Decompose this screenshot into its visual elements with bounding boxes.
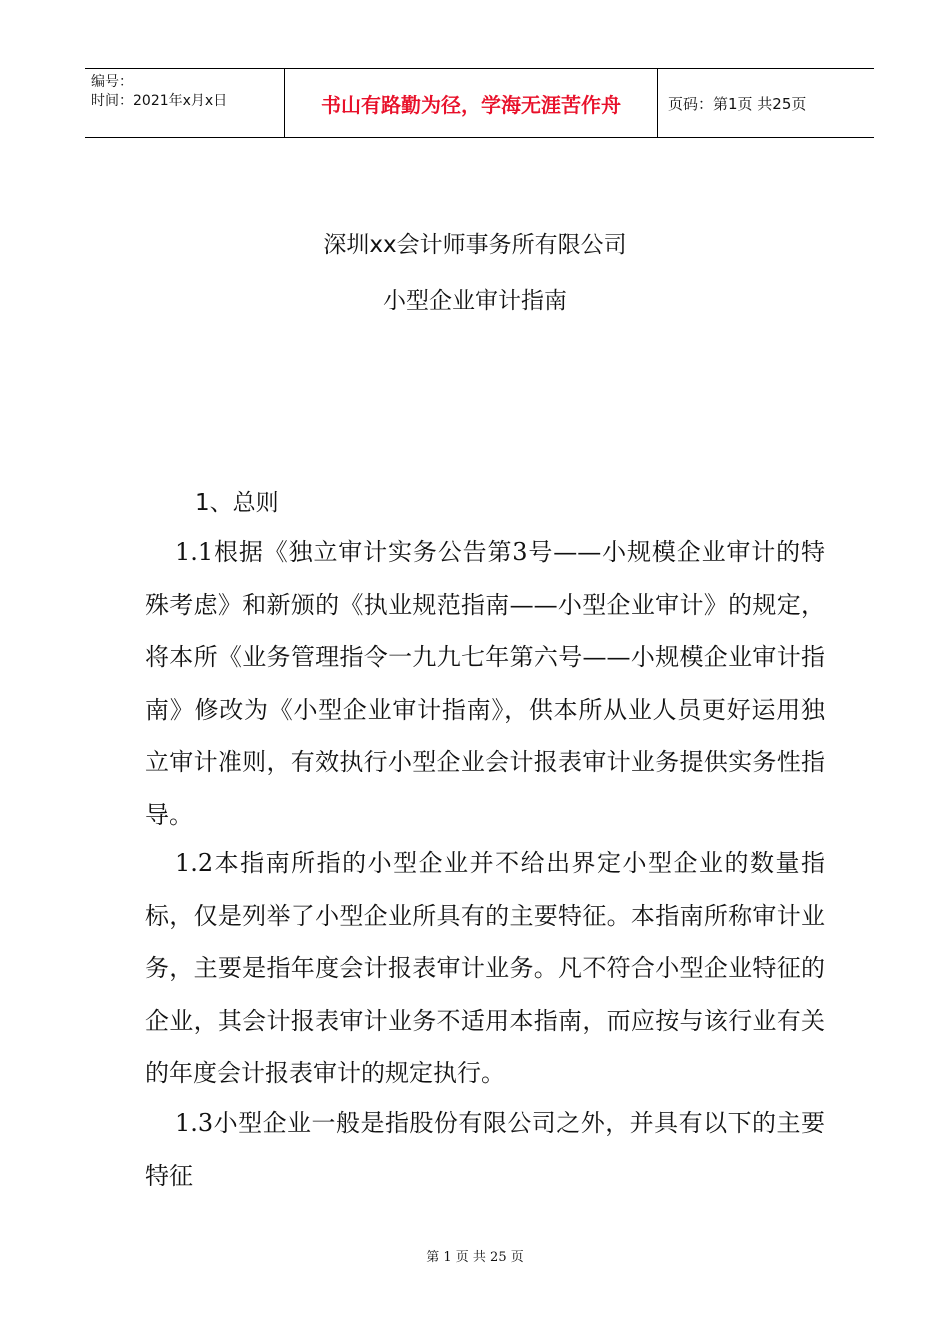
time-label: 时间：2021年x月x日 <box>91 93 228 109</box>
header-motto: 书山有路勤为径，学海无涯苦作舟 <box>285 69 658 137</box>
paragraph-1-1: 1.1根据《独立审计实务公告第3号——小规模企业审计的特殊考虑》和新颁的《执业规范指南——小型企业审计》的规定，将本所《业务管理指令一九九七年第六号——小规模企业审计指南》修改为《小型企业审计指南》，供本所从业人员更好运用独立审计准则，有效执行小型企业会计报表审计业务提供实务性指导。 <box>145 538 825 829</box>
company-name: 深圳xx会计师事务所有限公司 <box>323 232 627 258</box>
document-title: 小型企业审计指南 <box>383 288 567 314</box>
header-page-label: 页码：第1页 共25页 <box>668 94 807 113</box>
paragraph-1-3: 1.3小型企业一般是指股份有限公司之外，并具有以下的主要特征 <box>145 1109 825 1190</box>
page-footer: 第 1 页 共 25 页 <box>426 1250 524 1265</box>
page-header <box>85 68 874 138</box>
number-label: 编号： <box>91 74 133 90</box>
paragraph-1-2: 1.2本指南所指的小型企业并不给出界定小型企业的数量指标，仅是列举了小型企业所具有的主要特征。本指南所称审计业务，主要是指年度会计报表审计业务。凡不符合小型企业特征的企业，其会计报表审计业务不适用本指南，而应按与该行业有关的年度会计报表审计的规定执行。 <box>145 849 825 1087</box>
section-heading: 1、总则 <box>195 490 279 516</box>
header-meta <box>85 69 285 137</box>
